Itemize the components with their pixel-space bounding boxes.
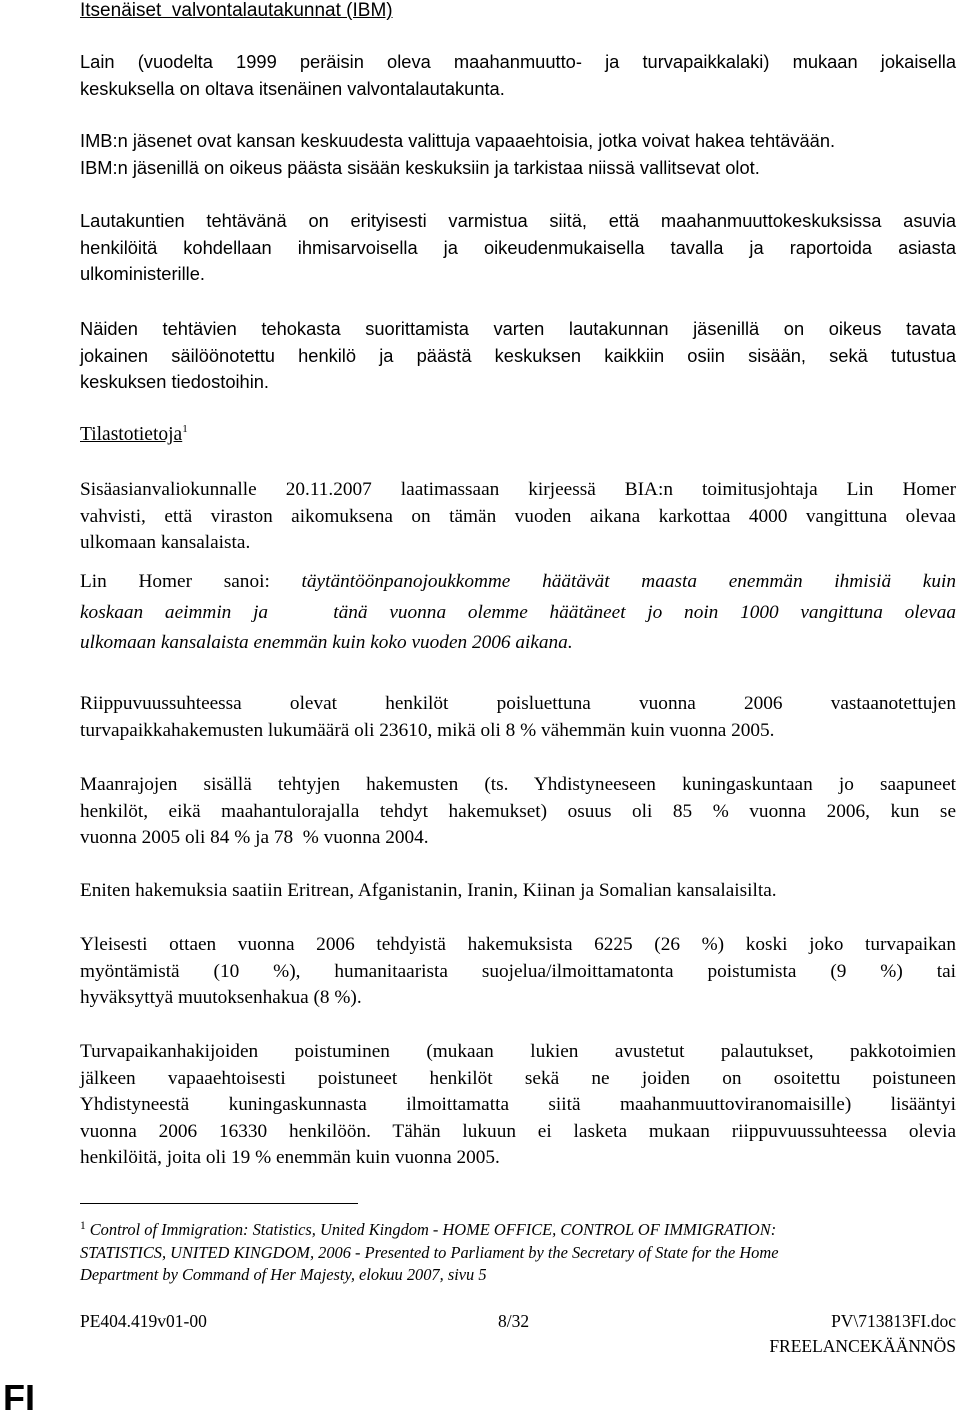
quote-line: koskaan aeimmin ja tänä vuonna olemme häätäneet jo noin 1000 vangittuna olevaa xyxy=(80,601,956,623)
paragraph-line: Maanrajojen sisällä tehtyjen hakemusten (ts. Yhdistyneeseen kuningaskuntaan jo saapuneet xyxy=(80,774,956,795)
footnote-line xyxy=(80,1215,956,1242)
paragraph-line: myöntämistä (10 %), humanitaarista suojelua/ilmoittamatonta poistumista (9 %) tai xyxy=(80,960,956,982)
paragraph-2 xyxy=(80,128,956,181)
paragraph-9 xyxy=(80,878,956,905)
footnote-text: Control of Immigration: Statistics, United Kingdom - HOME OFFICE, CONTROL OF IMMIGRATION: xyxy=(89,1220,777,1239)
quote-lead: Lin Homer sanoi: xyxy=(80,571,270,592)
footnote-separator xyxy=(80,1203,358,1204)
footnote-number: 1 xyxy=(80,1220,86,1232)
language-code: FI xyxy=(3,1377,35,1418)
paragraph-6 xyxy=(80,567,956,659)
paragraph-line: IBM:n jäsenillä on oikeus päästa sisään keskuksiin ja tarkistaa niissä vallitsevat olot. xyxy=(80,156,760,178)
paragraph-line: Yleisesti ottaen vuonna 2006 tehdyistä hakemuksista 6225 (26 %) koski joko turvapaikan xyxy=(80,934,956,955)
paragraph-line: henkilöitä, joita oli 19 % enemmän kuin vuonna 2005. xyxy=(80,1147,500,1168)
paragraph-3 xyxy=(80,208,956,288)
paragraph-line: hyväksyttyä muutoksenhakua (8 %). xyxy=(80,987,362,1008)
paragraph-line: IMB:n jäsenet ovat kansan keskuudesta valittuja vapaaehtoisia, jotka voivat hakea tehtävään. xyxy=(80,130,836,151)
paragraph-line: Turvapaikanhakijoiden poistuminen (mukaan lukien avustetut palautukset, pakkotoimien xyxy=(80,1041,956,1062)
paragraph-line: turvapaikkahakemusten lukumäärä oli 23610, mikä oli 8 % vähemmän kuin vuonna 2005. xyxy=(80,719,775,741)
paragraph-line: Sisäasianvaliokunnalle 20.11.2007 laatimassaan kirjeessä BIA:n toimitusjohtaja Lin Homer xyxy=(80,479,956,500)
paragraph-line: ulkoministerille. xyxy=(80,263,205,284)
quote-text: täytäntöönpanojoukkomme häätävät maasta enemmän ihmisiä kuin xyxy=(301,571,956,592)
section-heading xyxy=(80,0,956,25)
paragraph-line: jokainen säilöönotettu henkilö ja päästä keskuksen kaikkiin osiin sisään, sekä tutustua xyxy=(80,344,956,366)
footnote xyxy=(80,1215,956,1287)
footnote-line: STATISTICS, UNITED KINGDOM, 2006 - Presented to Parliament by the Secretary of State for the Home xyxy=(80,1242,779,1262)
paragraph-line: vuonna 2006 16330 henkilöön. Tähän lukuun ei lasketa mukaan riippuvuussuhteessa olevia xyxy=(80,1120,956,1142)
paragraph-line: Eniten hakemuksia saatiin Eritrean, Afganistanin, Iranin, Kiinan ja Somalian kansalaisilta. xyxy=(80,880,777,901)
paragraph-1 xyxy=(80,49,956,102)
paragraph-8 xyxy=(80,772,956,852)
paragraph-line: Riippuvuussuhteessa olevat henkilöt poisluettuna vuonna 2006 vastaanotettujen xyxy=(80,693,956,714)
paragraph-line: Lautakuntien tehtävänä on erityisesti varmistua siitä, että maahanmuuttokeskuksissa asuvia xyxy=(80,210,956,231)
quote-line: ulkomaan kansalaista enemmän kuin koko vuoden 2006 aikana. xyxy=(80,632,573,653)
paragraph-line: henkilöitä kohdellaan ihmisarvoisella ja oikeudenmukaisella tavalla ja raportoida asiasta xyxy=(80,236,956,258)
paragraph-line: henkilöt, eikä maahantulorajalla tehdyt hakemukset) osuus oli 85 % vuonna 2006, kun se xyxy=(80,800,956,822)
paragraph-line: keskuksen tiedostoihin. xyxy=(80,371,270,392)
footer-file-ref: PV\713813FI.doc xyxy=(831,1311,956,1331)
paragraph-line: jälkeen vapaaehtoisesti poistuneet henkilöt sekä ne joiden on osoitettu poistuneen xyxy=(80,1067,956,1089)
paragraph-line: vahvisti, että viraston aikomuksena on tämän vuoden aikana karkottaa 4000 vangittuna olevaa xyxy=(80,505,956,527)
paragraph-line: Näiden tehtävien tehokasta suorittamista varten lautakunnan jäsenillä on oikeus tavata xyxy=(80,318,956,339)
paragraph-10 xyxy=(80,932,956,1012)
paragraph-11 xyxy=(80,1039,956,1172)
section-heading-text: Itsenäiset valvontalautakunnat (IBM) xyxy=(80,0,393,21)
paragraph-7 xyxy=(80,691,956,744)
paragraph-line: vuonna 2005 oli 84 % ja 78 % vuonna 2004. xyxy=(80,827,429,848)
stats-heading-text: Tilastotietoja xyxy=(80,424,183,445)
paragraph-4 xyxy=(80,316,956,396)
footer-doc-ref: PE404.419v01-00 xyxy=(80,1311,207,1331)
stats-heading xyxy=(80,422,956,449)
footer-page-number: 8/32 xyxy=(498,1311,530,1331)
footnote-ref[interactable]: 1 xyxy=(182,423,188,435)
footer-translation-note: FREELANCEKÄÄNNÖS xyxy=(769,1336,956,1356)
paragraph-line: Yhdistyneestä kuningaskunnasta ilmoittamatta siitä maahanmuuttoviranomaisille) lisääntyi xyxy=(80,1094,956,1115)
paragraph-line: Lain (vuodelta 1999 peräisin oleva maahanmuutto- ja turvapaikkalaki) mukaan jokaisella xyxy=(80,51,956,72)
footnote-line: Department by Command of Her Majesty, elokuu 2007, sivu 5 xyxy=(80,1265,487,1284)
paragraph-5 xyxy=(80,477,956,557)
paragraph-line: ulkomaan kansalaista. xyxy=(80,532,251,553)
paragraph-line: keskuksella on oltava itsenäinen valvontalautakunta. xyxy=(80,77,505,99)
paragraph-line xyxy=(80,567,956,598)
